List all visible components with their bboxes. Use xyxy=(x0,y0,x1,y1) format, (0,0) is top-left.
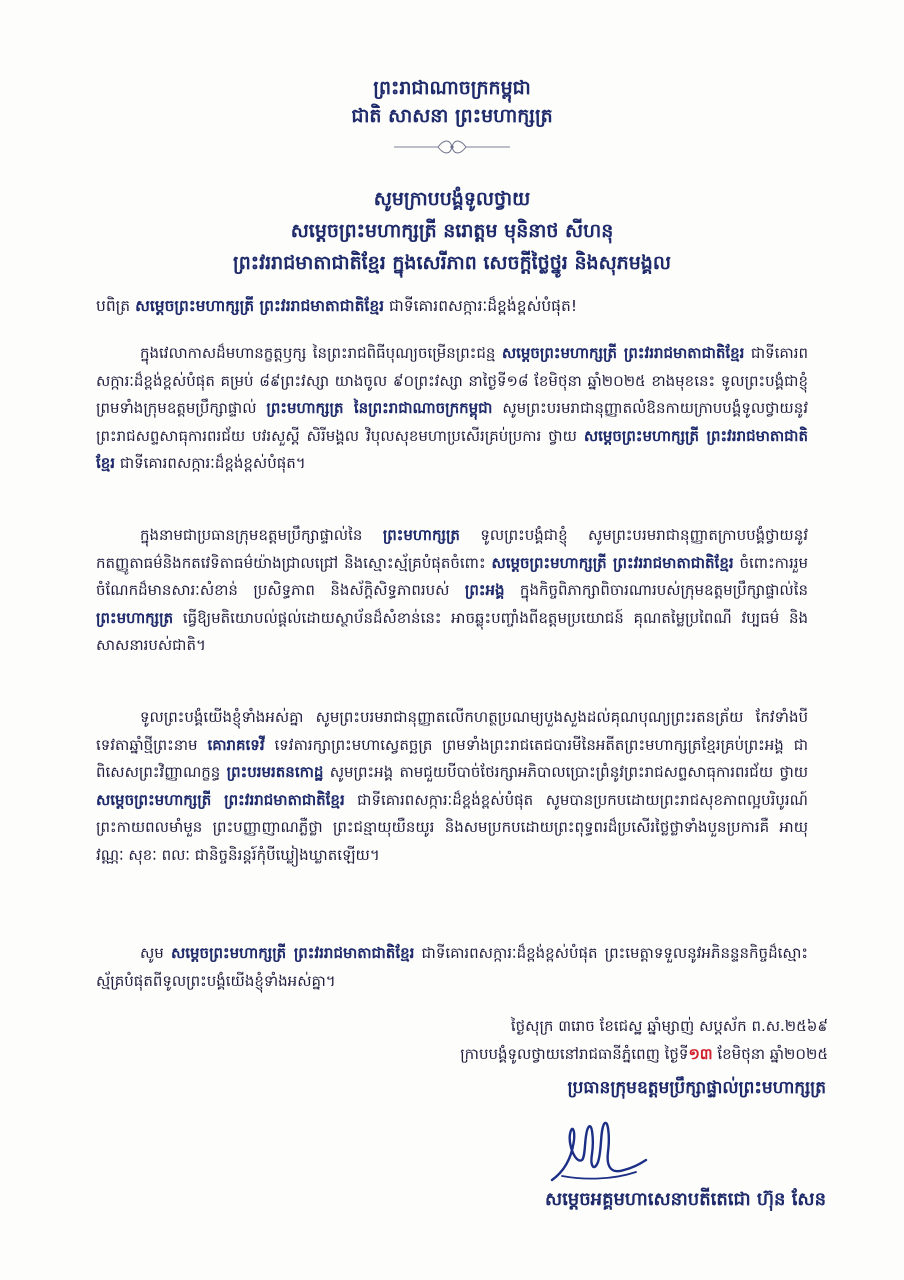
place-date-prefix: ក្រាបបង្គំទូលថ្វាយនៅរាជធានីភ្នំពេញ ថ្ងៃទី xyxy=(460,1045,689,1063)
handwritten-signature-icon xyxy=(532,1110,652,1190)
place-date xyxy=(0,1040,828,1068)
paragraph-4 xyxy=(96,940,808,995)
signer-office: ប្រធានក្រុមឧត្តមប្រឹក្សាផ្ទាល់ព្រះមហាក្សត្រ xyxy=(567,1078,826,1098)
p1-text-g: ជាទីគោរពសក្ការៈដ៏ខ្ពង់ខ្ពស់បំផុត។ xyxy=(115,454,306,472)
ornament-divider-icon xyxy=(392,138,512,156)
p1-text-a: ក្នុងវេលាកាសដ៏មហានក្ខត្តឫក្ស នៃព្រះរាជពិធីបុណ្យចម្រើនព្រះជន្ម xyxy=(140,344,502,362)
p2-text-g: ក្នុងកិច្ចពិភាក្សាពិចារណារបស់ក្រុមឧត្តមប្រឹក្សាផ្ទាល់នៃ xyxy=(504,581,808,599)
p4-text-c: ជាទីគោរពសក្ការៈដ៏ខ្ពង់ខ្ពស់បំផុត ព្រះមេត្តាទទួលនូវអភិនន្ទនកិច្ចដ៏ស្មោះស្ម័គ្របំផុតពីទូលព្រះបង្គំយើងខ្ញុំទាំងអស់គ្នា។ xyxy=(96,944,808,990)
p3-bold-b: គោរាគទេវី xyxy=(207,735,265,754)
salutation-prefix: បពិត្រ xyxy=(96,297,136,315)
addressee-title: ព្រះវររាជមាតាជាតិខ្មែរ ក្នុងសេរីភាព សេចក្តីថ្លៃថ្នូរ និងសុភមង្គល xyxy=(233,252,671,274)
paragraph-3 xyxy=(96,704,808,869)
addressee-name: សម្តេចព្រះមហាក្សត្រី នរោត្តម មុនិនាថ សីហនុ xyxy=(290,220,614,242)
p3-text-g: ជាទីគោរពសក្ការៈដ៏ខ្ពង់ខ្ពស់បំផុត សូមបានប្រកបដោយព្រះរាជសុខភាពល្អបរិបូរណ៍ ព្រះកាយពលមាំមួន ព្រះបញ្ញាញាណភ្លឺថ្លា ព្រះជន្មាយុយឺនយូរ និងសមប្រកបដោយព្រះពុទ្ធពរដ៏ប្រសើរថ្លៃថ្លាទាំងបួនប្រការគឺ អាយុ វណ្ណៈ សុខៈ ពលៈ ជានិច្ចនិរន្តរ៍កុំបីឃ្លៀងឃ្លាតឡើយ។ xyxy=(96,790,808,864)
p3-bold-d: ព្រះបរមរតនកោដ្ឋ xyxy=(226,763,324,781)
p2-bold-h: ព្រះមហាក្សត្រ xyxy=(96,608,174,627)
p2-text-c: ទូលព្រះបង្គំជាខ្ញុំ សូមព្រះបរមរាជានុញ្ញាតក្រាបបង្គំថ្វាយនូវកតញ្ញូតាធម៌និងកតវេទិតាធម៌យ៉ាងជ្រាលជ្រៅ និងស្មោះស្ម័គ្របំផុតចំពោះ xyxy=(96,526,808,572)
p1-bold-d: ព្រះមហាក្សត្រ នៃព្រះរាជាណាចក្រកម្ពុជា xyxy=(266,399,493,417)
salutation xyxy=(96,292,816,320)
p4-bold-b: សម្តេចព្រះមហាក្សត្រី ព្រះវររាជមាតាជាតិខ្មែរ xyxy=(170,944,415,962)
place-date-suffix: ខែមិថុនា ឆ្នាំ២០២៥ xyxy=(712,1045,828,1063)
p2-bold-d: សម្តេចព្រះមហាក្សត្រី ព្រះវររាជមាតាជាតិខ្មែរ xyxy=(491,553,734,572)
salutation-bold: សម្តេចព្រះមហាក្សត្រី ព្រះវររាជមាតាជាតិខ្មែរ xyxy=(135,297,385,315)
p3-text-e: សូមព្រះអង្គ តាមជួយបីបាច់ថែរក្សាអភិបាលប្រោះព្រំនូវព្រះរាជសព្ទសាធុការពរជ័យ ថ្វាយ xyxy=(323,763,809,781)
p3-text-a: ទូលព្រះបង្គំយើងខ្ញុំទាំងអស់គ្នា សូមព្រះបរមរាជានុញ្ញាតលើកហត្ថប្រណម្យបួងសួងដល់គុណបុណ្យព្រះរតនត្រ័យ កែវទាំងបី ទេវតាឆ្នាំថ្មីព្រះនាម xyxy=(96,708,808,754)
p2-text-i: ធ្វើឱ្យមតិយោបល់ផ្តល់ដោយស្ថាប័នដ៏សំខាន់នេះ អាចឆ្លុះបញ្ចាំងពីឧត្តមប្រយោជន៍ គុណតម្លៃប្រពៃណី វប្បធម៌ និងសាសនារបស់ជាតិ។ xyxy=(96,608,808,654)
p1-bold-f: សម្តេចព្រះមហាក្សត្រី ព្រះវររាជមាតាជាតិខ្មែរ xyxy=(96,426,808,472)
kingdom-title: ព្រះរាជាណាចក្រកម្ពុជា xyxy=(373,77,531,99)
salutation-suffix: ជាទីគោរពសក្ការៈដ៏ខ្ពង់ខ្ពស់បំផុត! xyxy=(384,297,578,315)
p2-text-a: ក្នុងនាមជាប្រធានក្រុមឧត្តមប្រឹក្សាផ្ទាល់នៃ xyxy=(140,526,383,544)
lunar-date: ថ្ងៃសុក្រ ៣រោច ខែជេស្ឋ ឆ្នាំម្សាញ់ សប្តស័ក ព.ស.២៥៦៩ xyxy=(510,1017,828,1035)
signer-name: សម្តេចអគ្គមហាសេនាបតីតេជោ ហ៊ុន សែន xyxy=(544,1189,826,1210)
p2-text-e: ចំពោះការរួមចំណែកដ៏មានសារៈសំខាន់ ប្រសិទ្ធភាព និងស័ក្តិសិទ្ធភាពរបស់ xyxy=(96,553,808,599)
p1-bold-b: សម្តេចព្រះមហាក្សត្រី ព្រះវររាជមាតាជាតិខ្មែរ xyxy=(501,344,745,362)
address-line: សូមក្រាបបង្គំទូលថ្វាយ xyxy=(373,188,531,210)
paragraph-2 xyxy=(96,522,808,660)
p2-bold-f: ព្រះអង្គ xyxy=(464,581,505,599)
p1-text-c: ជាទីគោរពសក្ការៈដ៏ខ្ពង់ខ្ពស់បំផុត គម្រប់ ៨៩ព្រះវស្សា យាងចូល ៩០ព្រះវស្សា នាថ្ងៃទី១៨ ខែមិថុនា ឆ្នាំ២០២៥ ខាងមុខនេះ ទូលព្រះបង្គំជាខ្ញុំ ព្រមទាំងក្រុមឧត្តមប្រឹក្សាផ្ទាល់ xyxy=(96,344,808,417)
p3-text-c: ទេវតារក្សាព្រះមហាស្វេតច្ឆត្រ ព្រមទាំងព្រះរាជតេជបារមីនៃអតីតព្រះមហាក្សត្រខ្មែរគ្រប់ព្រះអង្គ ជាពិសេសព្រះវិញ្ញាណក្ខន្ធ xyxy=(96,735,808,781)
p4-text-a: សូម xyxy=(140,944,171,962)
p1-text-e: សូមព្រះបរមរាជានុញ្ញាតលំឱនកាយក្រាបបង្គំទូលថ្វាយនូវព្រះរាជសព្ទសាធុការពរជ័យ បវរសួស្តី សិរីមង្គល វិបុលសុខមហាប្រសើរគ្រប់ប្រការ ថ្វាយ xyxy=(96,399,808,445)
p2-bold-b: ព្រះមហាក្សត្រ xyxy=(382,526,460,544)
national-motto: ជាតិ សាសនា ព្រះមហាក្សត្រ xyxy=(351,105,553,127)
paragraph-1 xyxy=(96,340,808,478)
place-date-day: ១៣ xyxy=(688,1045,713,1063)
p3-bold-f: សម្តេចព្រះមហាក្សត្រី ព្រះវររាជមាតាជាតិខ្មែរ xyxy=(96,790,345,809)
